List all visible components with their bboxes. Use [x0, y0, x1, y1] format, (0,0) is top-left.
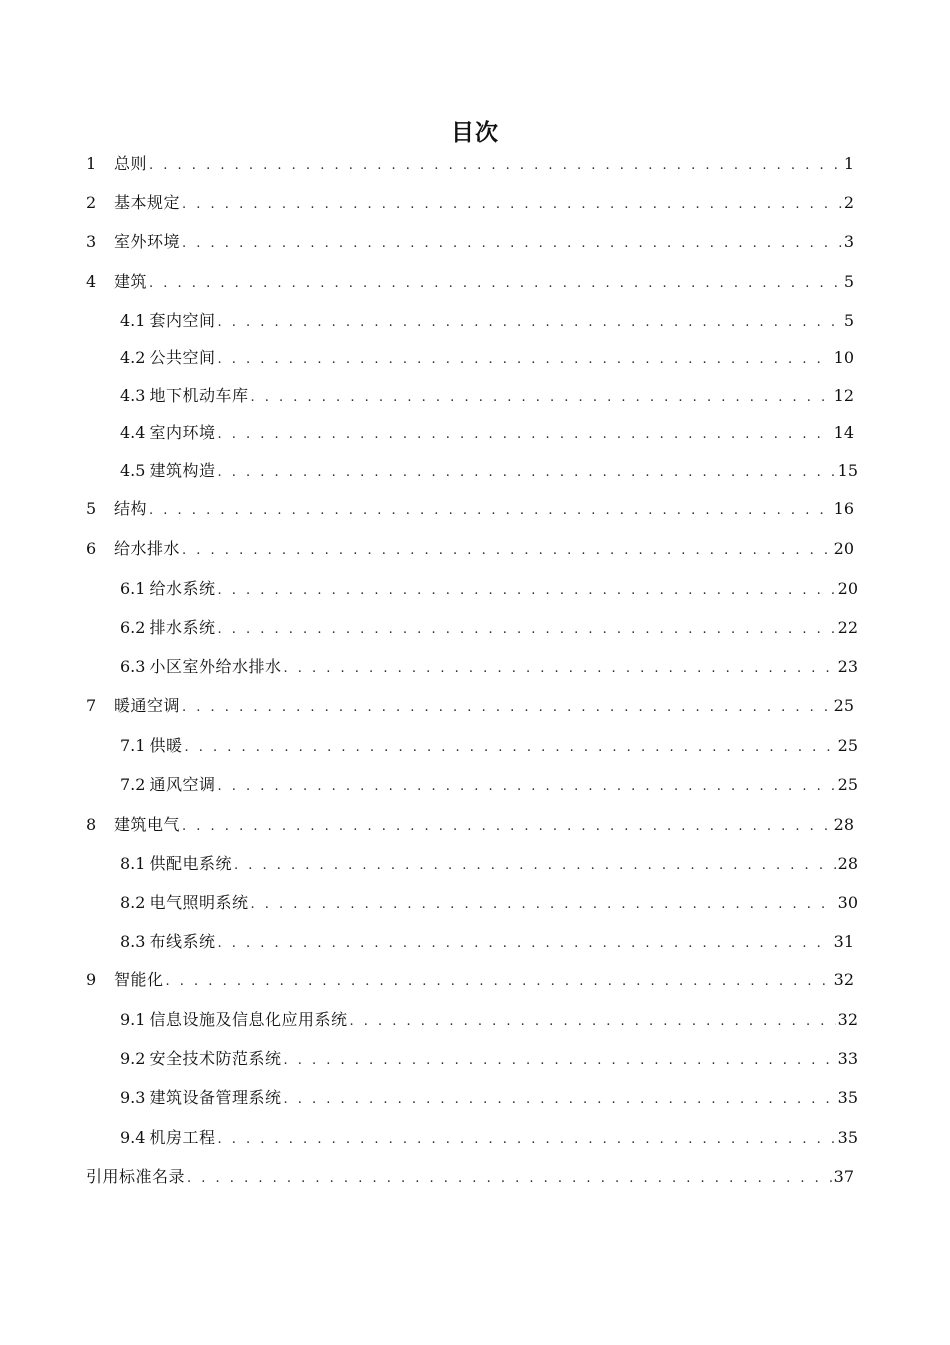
toc-leader-dots — [166, 970, 832, 994]
toc-entry-label: 小区室外给水排水 — [149, 657, 282, 676]
toc-leader-dots — [149, 154, 842, 178]
toc-entry-number: 1 — [86, 154, 97, 173]
toc-entry-page: 10 — [833, 348, 854, 367]
toc-leader-dots — [217, 932, 831, 956]
toc-entry-page: 12 — [833, 386, 854, 405]
toc-entry-number: 6.3 — [120, 657, 146, 676]
toc-leader-dots — [149, 499, 832, 523]
toc-leader-dots — [283, 1049, 835, 1073]
toc-entry-label: 机房工程 — [149, 1128, 216, 1147]
toc-leader-dots — [182, 232, 842, 256]
toc-leader-dots — [283, 1088, 835, 1112]
toc-entry-page: 35 — [837, 1088, 858, 1107]
toc-entry-label: 信息设施及信息化应用系统 — [149, 1010, 348, 1029]
toc-entry-number: 7 — [86, 696, 97, 715]
toc-entry-page: 1 — [843, 154, 854, 173]
toc-entry-label: 供暖 — [149, 736, 183, 755]
toc-entry-page: 3 — [843, 232, 854, 251]
toc-entry-page: 22 — [837, 618, 858, 637]
toc-entry-number: 4.1 — [120, 311, 146, 330]
toc-entry-label: 排水系统 — [149, 618, 216, 637]
toc-entry-4[interactable] — [86, 270, 854, 294]
toc-entry-number: 7.2 — [120, 775, 146, 794]
toc-leader-dots — [184, 736, 835, 760]
toc-entry-6-1[interactable] — [120, 577, 858, 601]
toc-entry-9[interactable] — [86, 968, 854, 992]
toc-entry-page: 14 — [833, 423, 854, 442]
toc-entry-6[interactable] — [86, 537, 854, 561]
toc-entry-page: 25 — [837, 775, 858, 794]
toc-leader-dots — [182, 815, 832, 839]
toc-entry-page: 20 — [837, 579, 858, 598]
toc-leader-dots — [217, 775, 835, 799]
toc-entry-label: 室外环境 — [114, 232, 181, 251]
toc-entry-number: 8.2 — [120, 893, 146, 912]
toc-entry-number: 4.3 — [120, 386, 146, 405]
toc-entry-8-1[interactable] — [120, 852, 858, 876]
toc-entry-label: 电气照明系统 — [149, 893, 249, 912]
toc-entry-label: 总则 — [114, 154, 148, 173]
toc-entry-number: 6 — [86, 539, 97, 558]
toc-entry-8-3[interactable] — [120, 930, 854, 954]
toc-entry-label: 基本规定 — [114, 193, 181, 212]
toc-entry-number: 9.3 — [120, 1088, 146, 1107]
toc-entry-label: 建筑 — [114, 272, 148, 291]
toc-entry-references[interactable] — [86, 1165, 854, 1189]
toc-entry-label: 套内空间 — [149, 311, 216, 330]
toc-entry-9-2[interactable] — [120, 1047, 858, 1071]
toc-entry-6-2[interactable] — [120, 616, 858, 640]
toc-entry-label: 结构 — [114, 499, 148, 518]
toc-entry-number: 8.3 — [120, 932, 146, 951]
toc-entry-4-4[interactable] — [120, 421, 854, 445]
toc-entry-7-1[interactable] — [120, 734, 858, 758]
toc-leader-dots — [182, 539, 832, 563]
toc-entry-page: 23 — [837, 657, 858, 676]
page-title: 目次 — [451, 120, 499, 146]
toc-leader-dots — [217, 618, 835, 642]
toc-entry-number: 8 — [86, 815, 97, 834]
toc-entry-label: 建筑设备管理系统 — [149, 1088, 282, 1107]
toc-entry-label: 智能化 — [114, 970, 164, 989]
toc-entry-label: 给水系统 — [149, 579, 216, 598]
toc-entry-number: 8.1 — [120, 854, 146, 873]
toc-entry-label: 地下机动车库 — [149, 386, 249, 405]
toc-leader-dots — [149, 272, 842, 296]
toc-leader-dots — [217, 423, 831, 447]
toc-entry-number: 9 — [86, 970, 97, 989]
toc-entry-label: 布线系统 — [149, 932, 216, 951]
toc-leader-dots — [217, 311, 841, 335]
toc-entry-number: 4.2 — [120, 348, 146, 367]
toc-entry-6-3[interactable] — [120, 655, 858, 679]
toc-entry-number: 2 — [86, 193, 97, 212]
toc-entry-8-2[interactable] — [120, 891, 858, 915]
toc-entry-label: 供配电系统 — [149, 854, 232, 873]
toc-entry-page: 20 — [833, 539, 854, 558]
toc-entry-page: 25 — [837, 736, 858, 755]
toc-leader-dots — [217, 348, 831, 372]
toc-leader-dots — [283, 657, 835, 681]
toc-entry-9-1[interactable] — [120, 1008, 858, 1032]
toc-entry-4-2[interactable] — [120, 346, 854, 370]
toc-entry-number: 6.1 — [120, 579, 146, 598]
toc-entry-label: 室内环境 — [149, 423, 216, 442]
toc-entry-3[interactable] — [86, 230, 854, 254]
toc-entry-page: 16 — [833, 499, 854, 518]
toc-entry-page: 5 — [843, 272, 854, 291]
toc-entry-label: 通风空调 — [149, 775, 216, 794]
toc-leader-dots — [250, 893, 835, 917]
toc-leader-dots — [187, 1167, 832, 1191]
toc-entry-number: 9.4 — [120, 1128, 146, 1147]
toc-entry-label: 安全技术防范系统 — [149, 1049, 282, 1068]
toc-leader-dots — [349, 1010, 835, 1034]
toc-entry-number: 4.5 — [120, 461, 146, 480]
toc-entry-4-5[interactable] — [120, 459, 858, 483]
toc-leader-dots — [217, 1128, 835, 1152]
toc-entry-number: 9.2 — [120, 1049, 146, 1068]
toc-entry-page: 37 — [833, 1167, 854, 1186]
toc-entry-page: 32 — [837, 1010, 858, 1029]
toc-entry-label: 建筑构造 — [149, 461, 216, 480]
toc-entry-2[interactable] — [86, 191, 854, 215]
toc-entry-8[interactable] — [86, 813, 854, 837]
toc-leader-dots — [182, 696, 832, 720]
toc-leader-dots — [250, 386, 831, 410]
toc-entry-page: 28 — [837, 854, 858, 873]
toc-entry-number: 7.1 — [120, 736, 146, 755]
toc-entry-5[interactable] — [86, 497, 854, 521]
toc-entry-page: 15 — [837, 461, 858, 480]
toc-leader-dots — [217, 579, 835, 603]
toc-entry-page: 2 — [843, 193, 854, 212]
toc-entry-4-3[interactable] — [120, 384, 854, 408]
toc-entry-number: 4.4 — [120, 423, 146, 442]
toc-entry-1[interactable] — [86, 152, 854, 176]
toc-leader-dots — [217, 461, 835, 485]
toc-entry-number: 9.1 — [120, 1010, 146, 1029]
toc-entry-label: 暖通空调 — [114, 696, 181, 715]
toc-entry-page: 28 — [833, 815, 854, 834]
toc-leader-dots — [182, 193, 842, 217]
toc-entry-number: 3 — [86, 232, 97, 251]
toc-entry-number: 6.2 — [120, 618, 146, 637]
toc-entry-page: 5 — [843, 311, 854, 330]
toc-leader-dots — [234, 854, 836, 878]
toc-entry-page: 25 — [833, 696, 854, 715]
toc-entry-number: 4 — [86, 272, 97, 291]
toc-entry-page: 31 — [833, 932, 854, 951]
toc-entry-4-1[interactable] — [120, 309, 854, 333]
toc-entry-page: 30 — [837, 893, 858, 912]
toc-entry-7-2[interactable] — [120, 773, 858, 797]
toc-entry-page: 32 — [833, 970, 854, 989]
toc-entry-label: 建筑电气 — [114, 815, 181, 834]
toc-entry-9-4[interactable] — [120, 1126, 858, 1150]
toc-entry-page: 33 — [837, 1049, 858, 1068]
toc-entry-label: 公共空间 — [149, 348, 216, 367]
toc-entry-9-3[interactable] — [120, 1086, 858, 1110]
toc-entry-number: 5 — [86, 499, 97, 518]
toc-entry-7[interactable] — [86, 694, 854, 718]
toc-entry-label: 引用标准名录 — [86, 1167, 186, 1186]
toc-entry-label: 给水排水 — [114, 539, 181, 558]
toc-entry-page: 35 — [837, 1128, 858, 1147]
